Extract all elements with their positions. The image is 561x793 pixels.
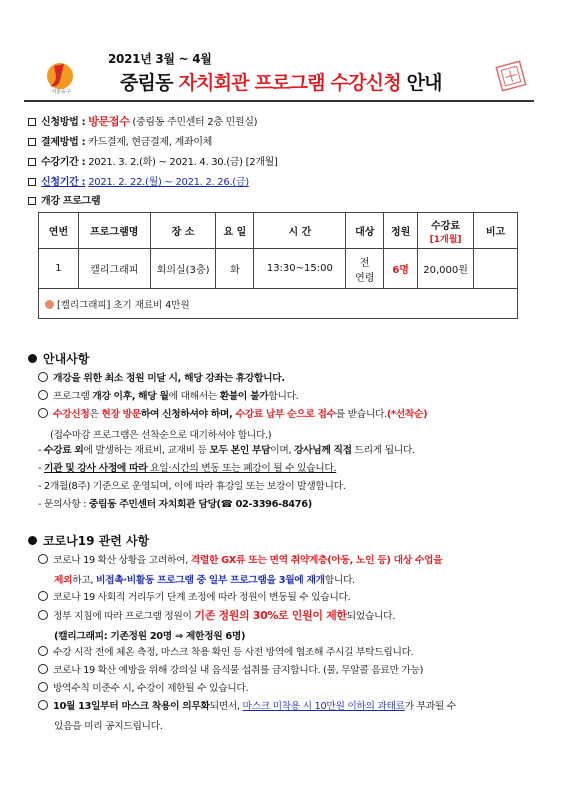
- checkbox-square-icon: [28, 118, 36, 126]
- cell-day: 화: [216, 249, 254, 289]
- guide-heading: 안내사항: [28, 350, 89, 367]
- col-header-time: 시 간: [254, 213, 346, 249]
- col-header-remarks: 비고: [474, 213, 518, 249]
- info-payment: 결제방법 : 카드결제, 현금결제, 계좌이체: [28, 133, 212, 148]
- cell-name: 캘리그래피: [78, 249, 150, 289]
- bullet-icon: [28, 536, 37, 545]
- guide-line-2: 프로그램 개강 이후, 해당 월에 대해서는 환불이 불가합니다.: [38, 390, 298, 404]
- info-apply-period: 신청기간 : 2021. 2. 22.(월) ~ 2021. 2. 26.(금): [28, 173, 249, 188]
- corona-line-4: 정부 지침에 따라 프로그램 정원이 기존 정원의 30%로 인원이 제한되었습니다.: [38, 609, 395, 624]
- circle-bullet-icon: [38, 390, 48, 400]
- col-header-no: 연번: [39, 213, 79, 249]
- corona-line-3: 코로나 19 사회적 거리두기 단계 조정에 따라 정원이 변동될 수 있습니다.: [38, 591, 350, 605]
- circle-bullet-icon: [38, 408, 48, 418]
- guide-line-8: - 문의사항 : 중림동 주민센터 자치회관 담당(☎ 02-3396-8476): [38, 499, 312, 510]
- col-header-target: 대상: [346, 213, 384, 249]
- corona-line-6: 수강 시작 전에 체온 측정, 마스크 착용 확인 등 사전 방역에 협조해 주시길 부탁드립니다.: [38, 646, 413, 660]
- bullet-icon: [28, 354, 37, 363]
- guide-line-1: 개강을 위한 최소 정원 미달 시, 해당 강좌는 휴강합니다.: [38, 372, 285, 386]
- note-dot-icon: [45, 300, 54, 309]
- info-period: 수강기간 : 2021. 3. 2.(화) ~ 2021. 4. 30.(금) [2개월]: [28, 153, 278, 168]
- guide-line-7: - 2개월(8주) 기준으로 운영되며, 이에 따라 휴강일 또는 보강이 발생합니다.: [38, 481, 346, 492]
- corona-heading: 코로나19 관련 사항: [28, 532, 149, 549]
- info-method: 신청방법 : 방문접수 (중림동 주민센터 2층 민원실): [28, 113, 257, 129]
- corona-line-5: (캘리그래피: 기존정원 20명 ⇒ 제한정원 6명): [54, 631, 246, 642]
- cell-target: 전 연령: [346, 249, 384, 289]
- table-row: [39, 249, 518, 289]
- table-note-row: [39, 289, 518, 319]
- cell-fee: 20,000원: [418, 249, 474, 289]
- circle-bullet-icon: [38, 554, 48, 564]
- circle-bullet-icon: [38, 591, 48, 601]
- corona-line-9: 10월 13일부터 마스크 착용이 의무화되면서, 마스크 미착용 시 10만원 이하의 과태료가 부과될 수: [38, 700, 456, 714]
- checkbox-square-icon: [28, 158, 36, 166]
- corona-line-2: 제외하고, 비접촉·비활동 프로그램 중 일부 프로그램을 3월에 재개합니다.: [54, 575, 355, 586]
- col-header-name: 프로그램명: [78, 213, 150, 249]
- circle-bullet-icon: [38, 700, 48, 710]
- circle-bullet-icon: [38, 664, 48, 674]
- corona-line-8: 방역수칙 미준수 시, 수강이 제한될 수 있습니다.: [38, 682, 248, 696]
- cell-time: 13:30~15:00: [254, 249, 346, 289]
- checkbox-square-icon: [28, 178, 36, 186]
- circle-bullet-icon: [38, 372, 48, 382]
- title-rule: [24, 100, 534, 102]
- info-programs: 개강 프로그램: [28, 192, 100, 207]
- checkbox-square-icon: [28, 197, 36, 205]
- guide-line-4: (접수마감 프로그램은 선착순으로 대기하셔야 합니다.): [50, 430, 272, 441]
- corona-line-1: 코로나 19 확산 상황을 고려하여, 격렬한 GX류 또는 면역 취약계층(아동, 노인 등) 대상 수업을: [38, 554, 442, 568]
- col-header-day: 요 일: [216, 213, 254, 249]
- logo-text: 서울중구: [51, 89, 71, 95]
- circle-bullet-icon: [38, 610, 48, 620]
- guide-line-5: - 수강료 외에 발생하는 재료비, 교재비 등 모두 본인 부담이며, 강사님께 직접 드리게 됩니다.: [38, 445, 415, 456]
- cell-place: 회의실(3층): [150, 249, 216, 289]
- decorative-stamp-icon: [491, 56, 531, 96]
- circle-bullet-icon: [38, 682, 48, 692]
- col-header-fee: 수강료 [1개월]: [418, 213, 474, 249]
- page-title: 중림동 자치회관 프로그램 수강신청 안내: [120, 72, 442, 94]
- checkbox-square-icon: [28, 138, 36, 146]
- guide-line-3: 수강신청은 현장 방문하여 신청하셔야 하며, 수강료 납부 순으로 접수를 받습니다.(*선착순): [38, 408, 427, 422]
- cell-no: 1: [39, 249, 79, 289]
- corona-line-10: 있음을 미리 공지드립니다.: [54, 721, 163, 732]
- table-header-row: [39, 213, 518, 249]
- table-note: [캘리그래피] 초기 재료비 4만원: [39, 289, 518, 319]
- col-header-place: 장 소: [150, 213, 216, 249]
- corona-line-7: 코로나 19 확산 예방을 위해 강의실 내 음식물 섭취를 금지합니다. (물, 무알콜 음료만 가능): [38, 664, 423, 678]
- page-subtitle: 2021년 3월 ~ 4월: [108, 52, 212, 66]
- cell-remarks: [474, 249, 518, 289]
- col-header-capacity: 정원: [384, 213, 418, 249]
- cell-capacity: 6명: [384, 249, 418, 289]
- circle-bullet-icon: [38, 646, 48, 656]
- program-table: [38, 212, 518, 319]
- guide-line-6: - 기관 및 강사 사정에 따라 요일·시간의 변동 또는 폐강이 될 수 있습니다.: [38, 463, 337, 474]
